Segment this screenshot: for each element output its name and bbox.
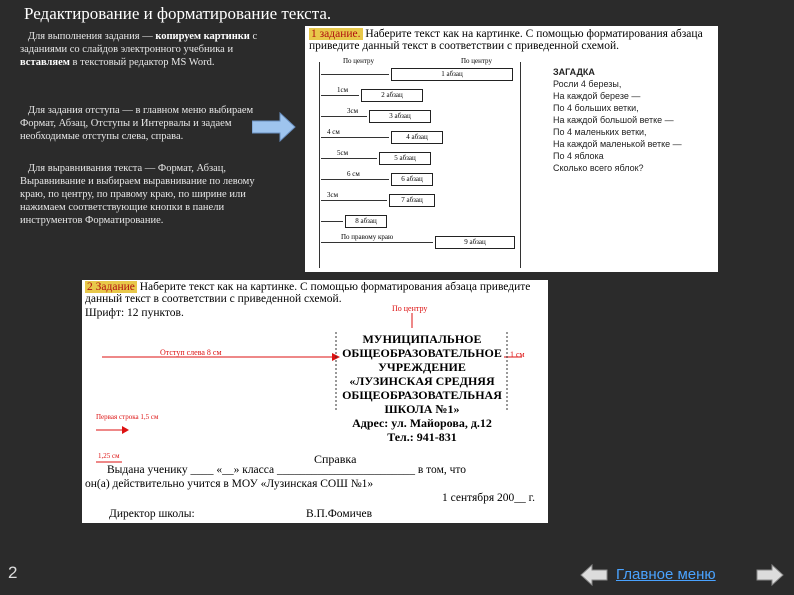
riddle: ЗАГАДКА Росли 4 березы, На каждой березе — По 4 больших ветки, На каждой большой ветке — По 4 маленьких ветки, На каждой маленькой ветке — По 4 яблока Сколько всего яблок? bbox=[553, 67, 682, 173]
center-label: По центру bbox=[392, 304, 428, 313]
scheme-indent-label: 4 см bbox=[327, 128, 340, 136]
scheme-indent-arrow bbox=[321, 158, 377, 159]
indent-left-label: Отступ слева 8 см bbox=[160, 348, 222, 357]
scheme-paragraph-box: 2 абзац bbox=[361, 89, 423, 102]
scheme-indent-arrow bbox=[321, 95, 359, 96]
doc-body-1: Выдана ученику ____ «__» класса ________________________ в том, что bbox=[107, 464, 467, 476]
next-arrow-icon[interactable] bbox=[756, 564, 784, 586]
indent-right-label: 1 см bbox=[510, 350, 525, 359]
doc-title: Справка bbox=[314, 452, 357, 466]
director-label: Директор школы: bbox=[109, 508, 195, 520]
scheme-indent-label: 5см bbox=[337, 149, 349, 157]
task1-header: 1 задание. Наберите текст как на картинке. С помощью форматирования абзаца приведите данный текст в соответствии с приведенной схемой. bbox=[309, 28, 703, 52]
instruction-indent: Для задания отступа — в главном меню выбираем Формат, Абзац, Отступы и Интервалы и задаем необходимые отступы слева, справа. bbox=[20, 105, 254, 142]
director-name: В.П.Фомичев bbox=[306, 508, 373, 520]
scheme-indent-arrow bbox=[321, 200, 387, 201]
scheme-paragraph-box: 5 абзац bbox=[379, 152, 431, 165]
scheme-indent-label: 1см bbox=[337, 86, 349, 94]
doc-body-2: он(а) действительно учится в МОУ «Лузинская СОШ №1» bbox=[85, 478, 374, 490]
scheme-indent-arrow bbox=[321, 179, 389, 180]
scheme-paragraph-box: 3 абзац bbox=[369, 110, 431, 123]
scheme-indent-label: 6 см bbox=[347, 170, 360, 178]
font-line: Шрифт: 12 пунктов. bbox=[85, 307, 184, 319]
scheme-indent-arrow bbox=[321, 137, 389, 138]
scheme-label-left: По центру bbox=[343, 57, 374, 65]
page-number: 2 bbox=[8, 563, 18, 582]
instruction-align: Для выравнивания текста — Формат, Абзац, Выравнивание и выбираем выравнивание по левому краю, по центру, по правому краю, по ширине или нажимаем соответствующие кнопки в панели инструментов Форматирование. bbox=[20, 163, 255, 226]
slide-title: Редактирование и форматирование текста. bbox=[24, 4, 332, 23]
scheme-indent-label: 3см bbox=[327, 191, 339, 199]
prev-arrow-icon[interactable] bbox=[580, 564, 608, 586]
scheme-indent-label: По правому краю bbox=[341, 233, 394, 241]
scheme-label-right: По центру bbox=[461, 57, 492, 65]
task1-panel bbox=[305, 26, 718, 272]
instruction-copy: Для выполнения задания — копируем картинки с заданиями со слайдов электронного учебника и вставляем в текстовый редактор MS Word. bbox=[20, 31, 258, 68]
scheme-indent-arrow bbox=[321, 116, 367, 117]
first-line-label: Первая строка 1,5 см bbox=[96, 413, 159, 421]
task2-panel bbox=[82, 280, 548, 523]
scheme-indent-arrow bbox=[321, 74, 389, 75]
scheme-indent-arrow bbox=[321, 221, 343, 222]
scheme-paragraph-box: 4 абзац bbox=[391, 131, 443, 144]
scheme-paragraph-box: 1 абзац bbox=[391, 68, 513, 81]
scheme-indent-arrow bbox=[321, 242, 433, 243]
scheme-indent-label: 3см bbox=[347, 107, 359, 115]
spacing-label: 1,25 см bbox=[98, 452, 120, 460]
org-block: МУНИЦИПАЛЬНОЕ ОБЩЕОБРАЗОВАТЕЛЬНОЕ УЧРЕЖДЕНИЕ «ЛУЗИНСКАЯ СРЕДНЯЯ ОБЩЕОБРАЗОВАТЕЛЬНАЯ ШКОЛА №1» Адрес: ул. Майорова, д.12 Тел.: 941-831 bbox=[342, 332, 502, 444]
doc-date: 1 сентября 200__ г. bbox=[442, 492, 535, 504]
main-menu-link[interactable]: Главное меню bbox=[616, 566, 716, 583]
task2-header: 2 Задание Наберите текст как на картинке. С помощью форматирования абзаца приведите данный текст в соответствии с приведенной схемой. bbox=[85, 281, 531, 305]
scheme-paragraph-box: 7 абзац bbox=[389, 194, 435, 207]
scheme-paragraph-box: 8 абзац bbox=[345, 215, 387, 228]
arrow-right-icon bbox=[252, 112, 296, 142]
scheme-paragraph-box: 9 абзац bbox=[435, 236, 515, 249]
scheme-paragraph-box: 6 абзац bbox=[391, 173, 433, 186]
